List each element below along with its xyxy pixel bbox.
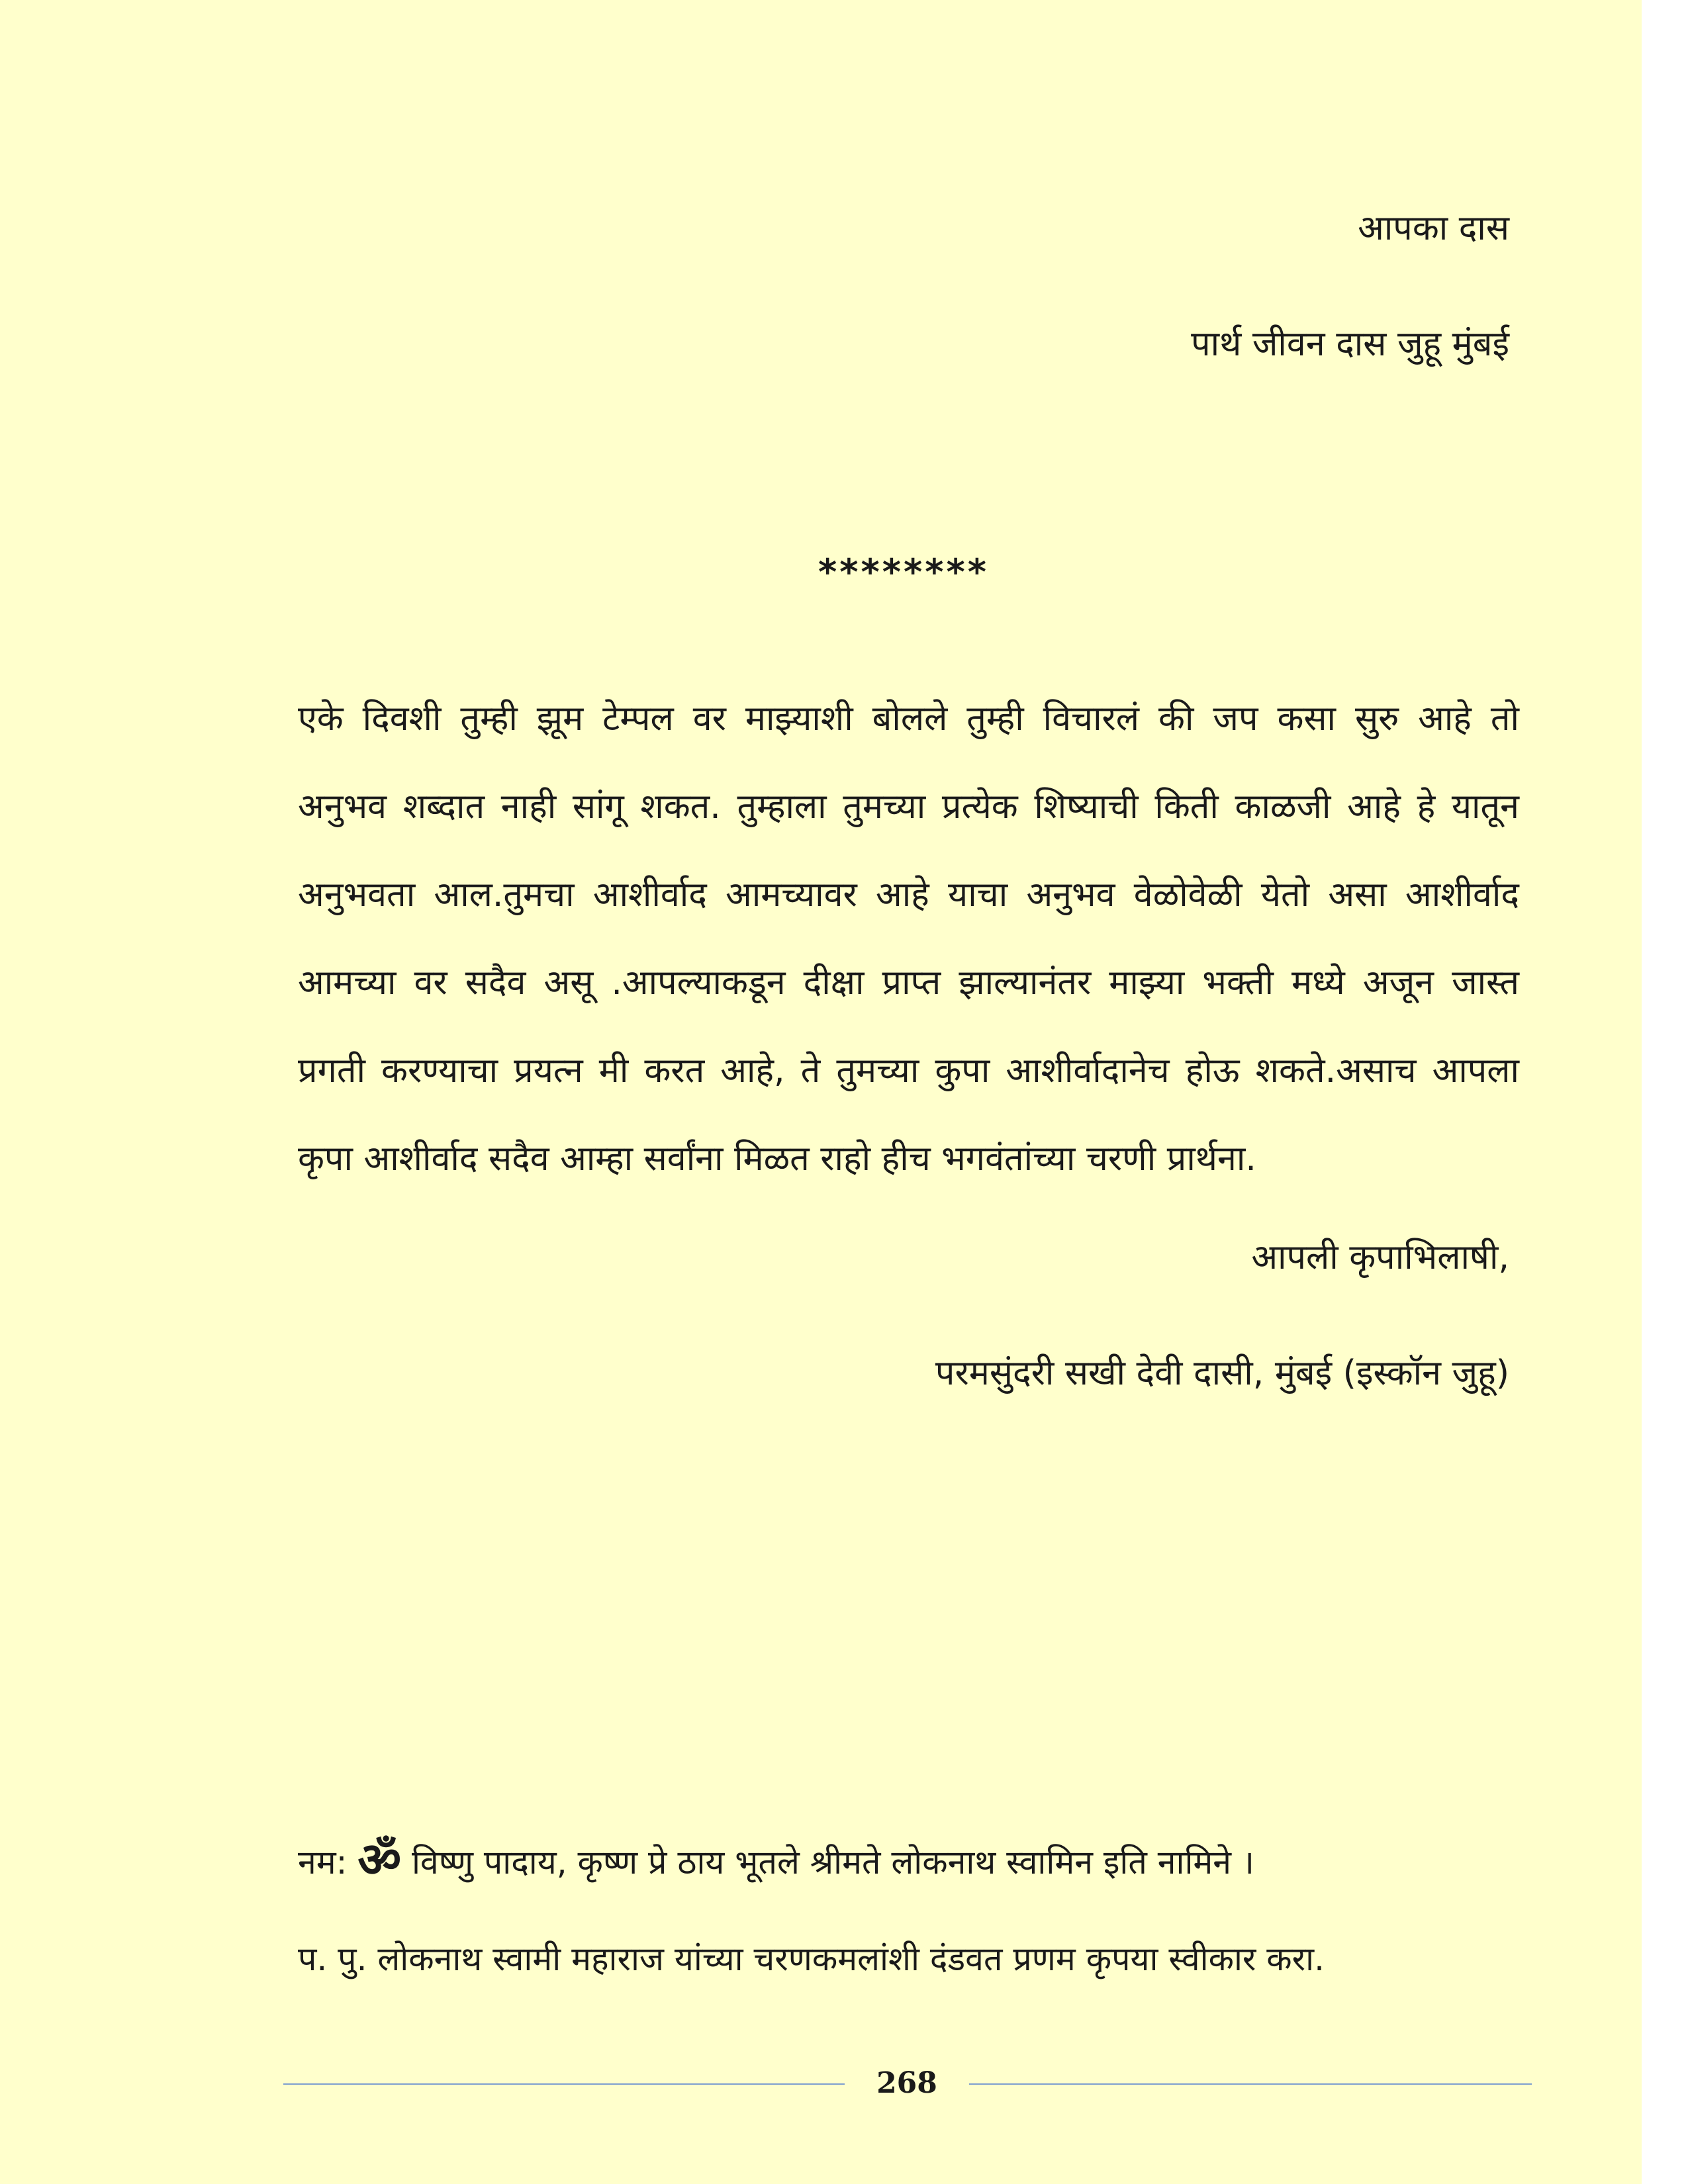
letter-line: प्रगती करण्याचा प्रयत्न मी करत आहे, ते तुमच्या कुपा आशीर्वादानेच होऊ शकते.असाच आपला (298, 1051, 1519, 1091)
closing-salutation: आपली कृपाभिलाषी, (1251, 1238, 1509, 1277)
sender-name: परमसुंदरी सखी देवी दासी, मुंबई (इस्कॉन जुहू) (935, 1353, 1509, 1393)
closing-salutation: आपका दास (1358, 208, 1509, 248)
om-symbol: ॐ (357, 1832, 402, 1888)
obeisance-line: प. पु. लोकनाथ स्वामी महाराज यांच्या चरणकमलांशी दंडवत प्रणम कृपया स्वीकार करा. (298, 1940, 1325, 1978)
section-separator: ******** (818, 551, 989, 593)
pranam-mantra (298, 1833, 1254, 1889)
sender-name: पार्थ जीवन दास जुहू मुंबई (1191, 324, 1509, 364)
letter-line: अनुभवता आल.तुमचा आशीर्वाद आमच्यावर आहे याचा अनुभव वेळोवेळी येतो असा आशीर्वाद (298, 875, 1519, 915)
letter-line: अनुभव शब्दात नाही सांगू शकत. तुम्हाला तुमच्या प्रत्येक शिष्याची किती काळजी आहे हे यातून (298, 787, 1519, 827)
mantra-prefix: नम: (298, 1843, 348, 1882)
footer-rule-left (283, 2083, 845, 2085)
letter-body (298, 675, 1519, 1203)
mantra-text: विष्णु पादाय, कृष्ण प्रे ठाय भूतले श्रीमते लोकनाथ स्वामिन इति नामिने । (411, 1843, 1254, 1882)
letter-line: कृपा आशीर्वाद सदैव आम्हा सर्वांना मिळत राहो हीच भगवंतांच्या चरणी प्रार्थना. (298, 1139, 1256, 1179)
page-number: 268 (876, 2066, 937, 2100)
footer-rule-right (969, 2083, 1532, 2085)
letter-line: एके दिवशी तुम्ही झूम टेम्पल वर माझ्याशी बोलले तुम्ही विचारलं की जप कसा सुरु आहे तो (298, 699, 1519, 739)
letter-line: आमच्या वर सदैव असू .आपल्याकडून दीक्षा प्राप्त झाल्यानंतर माझ्या भक्ती मध्ये अजून जास्त (298, 963, 1519, 1003)
